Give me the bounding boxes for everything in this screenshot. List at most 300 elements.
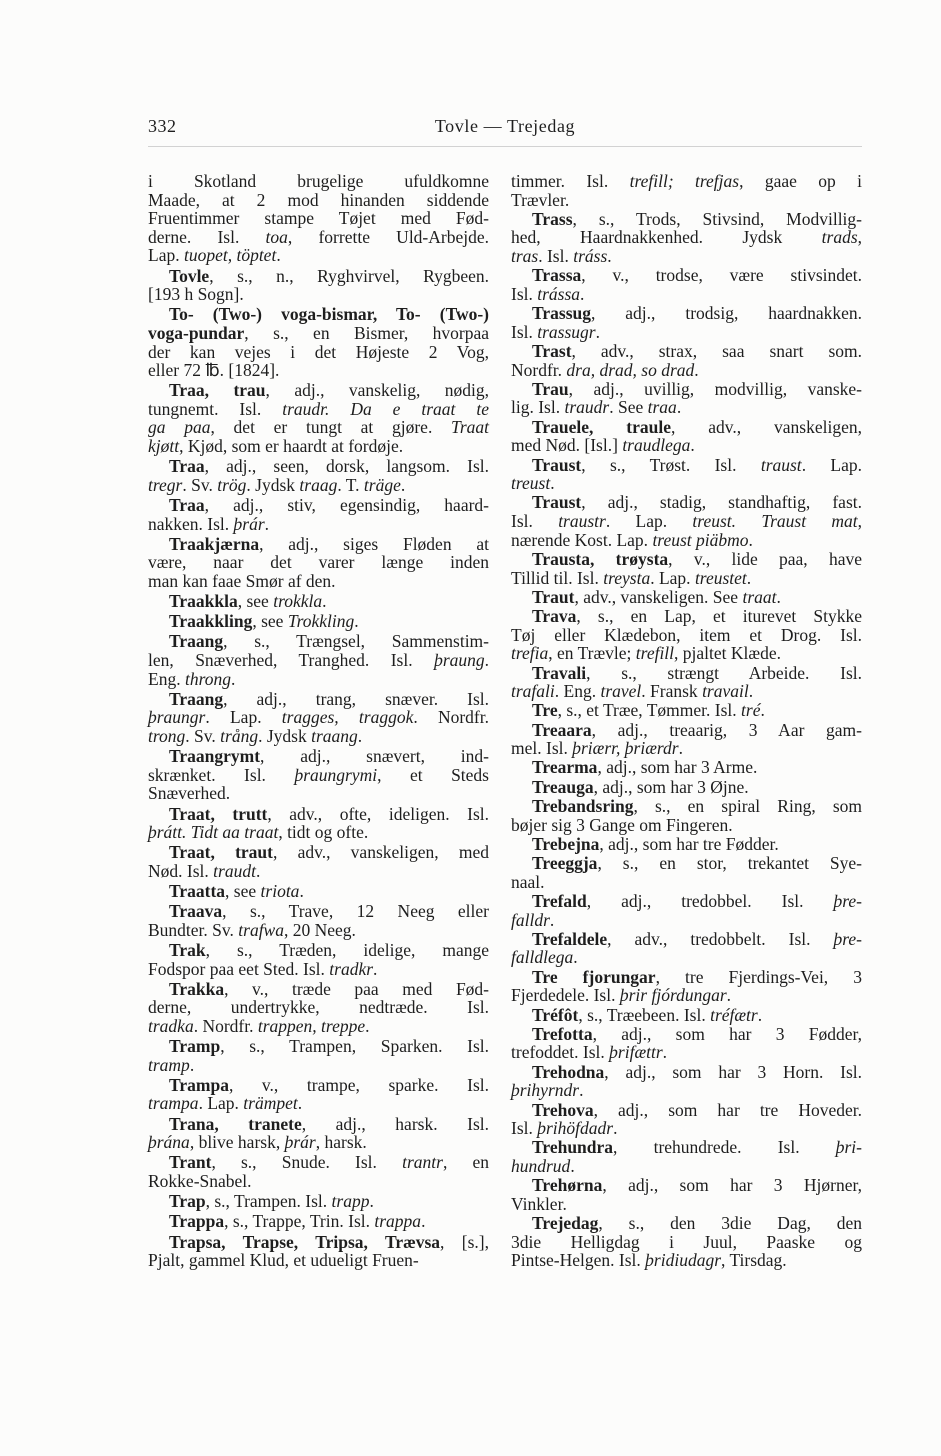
headword: voga-pundar: [148, 322, 245, 343]
entry-text: .: [580, 283, 585, 304]
entry-line: [511, 816, 862, 835]
entry-text: . Sv.: [182, 474, 218, 495]
dictionary-entry: [148, 1115, 489, 1152]
entry-line: [511, 911, 862, 930]
italic-form: treust piäbmo: [652, 529, 749, 550]
entry-line: [148, 843, 489, 862]
entry-text: . Jydsk: [258, 726, 312, 746]
headword: Trejedag: [532, 1213, 599, 1234]
entry-line: [148, 747, 489, 766]
entry-line: [511, 948, 862, 967]
italic-form: trássa: [537, 283, 581, 304]
entry-line: [511, 607, 862, 626]
headword: Trapsa, Trapse, Tripsa, Trævsa: [169, 1231, 441, 1252]
italic-form: trång: [220, 726, 259, 746]
entry-text: , et Steds: [377, 764, 489, 785]
entry-text: , s., et Træe, Tømmer. Isl.: [557, 700, 742, 721]
entry-line: [148, 941, 489, 960]
entry-text: , en: [442, 1152, 489, 1173]
italic-form: triota: [260, 881, 300, 902]
headword: Trehodna: [532, 1061, 605, 1082]
italic-form: traat: [742, 586, 777, 607]
dictionary-entry: [148, 980, 489, 1036]
dictionary-entry: [148, 496, 489, 533]
entry-line: [511, 247, 862, 266]
entry-line: [148, 727, 489, 746]
entry-text: ,: [857, 511, 862, 532]
italic-form: tras: [511, 246, 539, 267]
entry-text: .: [357, 726, 363, 746]
headword: Trau: [532, 378, 569, 399]
dictionary-entry: [511, 607, 862, 663]
entry-line: [511, 835, 862, 854]
entry-line: [511, 682, 862, 701]
entry-text: , det er tungt at gjøre.: [210, 417, 452, 438]
entry-line: [511, 1138, 862, 1157]
entry-text: timmer. Isl.: [511, 171, 630, 191]
entry-line: [148, 1133, 489, 1152]
headword: Trap: [169, 1191, 206, 1212]
entry-text: være, naar det varer længe inden: [148, 552, 489, 573]
headword: Treeggja: [532, 853, 598, 874]
header-rule: [148, 146, 862, 147]
entry-line: [148, 1017, 489, 1036]
entry-line: [511, 626, 862, 645]
entry-line: [148, 612, 489, 631]
entry-line: [511, 380, 862, 399]
entry-text: nakken. Isl.: [148, 513, 234, 534]
entry-text: [193 h Sogn].: [148, 284, 244, 305]
dictionary-entry: [148, 612, 489, 631]
entry-text: .: [255, 860, 261, 881]
entry-text: .: [690, 435, 695, 456]
italic-form: trantr: [402, 1152, 443, 1173]
italic-form: þriærr, þriærdr: [572, 738, 679, 759]
italic-form: falldr: [511, 909, 550, 930]
right-column: [511, 172, 862, 1270]
dictionary-entry: [148, 267, 489, 304]
headword: Trak: [169, 940, 206, 960]
entry-line: [148, 209, 489, 228]
entry-text: .: [573, 947, 578, 968]
entry-text: . Lap.: [605, 511, 693, 532]
entry-line: [148, 1233, 489, 1252]
italic-form: trapp: [331, 1191, 370, 1212]
entry-text: .: [276, 245, 281, 266]
headword: Trana, tranete: [169, 1113, 302, 1134]
entry-text: Isl.: [511, 321, 538, 342]
italic-form: trafali: [511, 681, 555, 702]
entry-text: . Lap.: [650, 567, 695, 588]
entry-line: [511, 1101, 862, 1120]
entry-text: , adj., siges Fløden at: [259, 533, 489, 554]
entry-text: , v., trampe, sparke. Isl.: [228, 1074, 489, 1095]
entry-line: [148, 998, 489, 1017]
entry-line: [511, 436, 862, 455]
entry-line: [511, 361, 862, 380]
entry-text: Eng.: [148, 668, 185, 689]
headword: Traat, traut: [169, 842, 273, 863]
entry-text: , adj., trang, snæver. Isl.: [223, 688, 489, 709]
entry-text: , s., Trampen. Isl.: [205, 1191, 332, 1212]
italic-form: traang: [311, 726, 358, 746]
italic-form: Trokkling: [287, 611, 355, 632]
headword: Trassug: [532, 303, 591, 324]
headword: Tréfôt: [532, 1004, 579, 1025]
entry-text: Nød. Isl.: [148, 860, 214, 881]
entry-text: Lap.: [148, 245, 184, 266]
italic-form: travail: [702, 681, 749, 702]
italic-form: þraungrymi: [294, 764, 378, 785]
headword: To- (Two-) voga-bismar, To- (Two-): [169, 304, 489, 325]
headword: Traatta: [169, 881, 226, 902]
dictionary-entry: [511, 1025, 862, 1062]
headword: Trehova: [532, 1099, 594, 1120]
entry-line: [148, 515, 489, 534]
entry-text: eller 72 ℔. [1824].: [148, 360, 280, 381]
entry-line: [148, 305, 489, 324]
entry-text: . T.: [337, 474, 364, 495]
headword: Tovle: [169, 265, 210, 286]
headword: Traang: [169, 688, 224, 709]
italic-form: trassugr: [537, 321, 596, 342]
entry-text: .: [694, 359, 699, 380]
entry-line: [148, 285, 489, 304]
headword: Traa: [169, 456, 205, 477]
entry-line: [511, 191, 862, 210]
headword: Trausta, trøysta: [532, 548, 669, 569]
italic-form: trampa: [148, 1093, 199, 1114]
entry-line: [511, 758, 862, 777]
entry-line: [148, 882, 489, 901]
italic-form: treysta: [603, 567, 651, 588]
dictionary-entry: [148, 747, 489, 803]
entry-line: [148, 1251, 489, 1270]
italic-form: tradka: [148, 1015, 194, 1036]
entry-text: , s., en Bismer, hvorpaa: [244, 322, 489, 343]
headword: Traust: [532, 454, 582, 475]
entry-text: .: [421, 1211, 426, 1232]
italic-form: þrihyrndr: [511, 1080, 580, 1101]
italic-form: tuopet, töptet: [183, 245, 277, 266]
entry-line: [511, 569, 862, 588]
entry-text: , forrette Uld-Arbejde.: [287, 226, 489, 247]
entry-text: , adj., tredobbel. Isl.: [586, 891, 834, 911]
headword: Traut: [532, 586, 575, 607]
entry-line: [148, 1192, 489, 1211]
entry-line: [148, 1153, 489, 1172]
entry-line: [511, 1176, 862, 1195]
entry-text: Tillid til. Isl.: [511, 567, 604, 588]
headword: Traakkling: [169, 611, 253, 632]
entry-text: .: [662, 1042, 668, 1063]
entry-line: [148, 267, 489, 286]
entry-text: bøjer sig 3 Gange om Fingeren.: [511, 814, 733, 835]
page-header: [148, 114, 862, 138]
entry-line: [148, 553, 489, 572]
entry-line: [511, 701, 862, 720]
italic-form: traudr. Da e traat te: [282, 398, 489, 419]
italic-form: dra, drad, so drad: [566, 359, 695, 380]
dictionary-entry: [148, 1233, 489, 1270]
entry-line: [148, 324, 489, 343]
dictionary-entry: [511, 1063, 862, 1100]
headword: Trast: [532, 341, 572, 362]
dictionary-entry: [511, 1101, 862, 1138]
entry-text: Fruentimmer stampe Tøjet med Fød-: [148, 208, 489, 229]
entry-text: , pjaltet Klæde.: [674, 643, 781, 664]
italic-form: tréfætr: [710, 1004, 758, 1025]
entry-line: [148, 862, 489, 881]
entry-line: [148, 437, 489, 456]
italic-form: falldlega: [511, 947, 574, 968]
dictionary-entry: [511, 588, 862, 607]
italic-form: traustr: [558, 511, 606, 532]
headword: Trappa: [169, 1211, 225, 1232]
headword: Traakkla: [169, 591, 238, 612]
entry-text: .: [189, 1054, 195, 1075]
entry-line: [148, 902, 489, 921]
entry-text: , harsk.: [315, 1132, 367, 1153]
entry-text: Trævler.: [511, 189, 570, 210]
headword: Trehørna: [532, 1175, 603, 1196]
dictionary-entry: [148, 535, 489, 591]
entry-text: , adj., som har tre Fødder.: [599, 833, 779, 854]
entry-line: [511, 512, 862, 531]
entry-text: .: [579, 1080, 584, 1101]
dictionary-entry: [511, 1176, 862, 1213]
entry-line: [511, 873, 862, 892]
dictionary-entry: [148, 1212, 489, 1231]
entry-line: [148, 592, 489, 611]
entry-text: .: [607, 246, 612, 267]
entry-text: , adj., harsk. Isl.: [301, 1113, 489, 1134]
dictionary-entry: [148, 882, 489, 901]
entry-text: . Nordfr.: [193, 1015, 258, 1036]
italic-form: trokkla: [273, 591, 323, 612]
headword: Travali: [532, 662, 587, 683]
entry-text: . Lap.: [198, 1093, 244, 1114]
entry-text: , adj., snævert, ind-: [260, 746, 489, 767]
entry-text: .: [264, 513, 270, 534]
entry-line: [511, 1081, 862, 1100]
entry-text: , s., Træebeen. Isl.: [578, 1004, 711, 1025]
dictionary-entry: [511, 172, 862, 209]
entry-text: .: [484, 650, 489, 671]
dictionary-entry: [511, 266, 862, 303]
dictionary-entry: [511, 456, 862, 493]
entry-line: [148, 535, 489, 554]
dictionary-entry: [511, 380, 862, 417]
entry-line: [511, 474, 862, 493]
entry-text: , s., Trave, 12 Neeg eller: [222, 901, 489, 922]
dictionary-entry: [511, 493, 862, 549]
entry-line: [511, 739, 862, 758]
entry-text: .: [230, 668, 236, 689]
headword: Treauga: [532, 776, 594, 797]
italic-form: traudlega: [622, 435, 691, 456]
headword: Trebejna: [532, 833, 600, 854]
entry-text: . Sv.: [185, 726, 221, 746]
entry-text: , adj., stadig, standhaftig, fast.: [581, 492, 862, 513]
entry-text: .: [746, 567, 752, 588]
entry-text: , see: [252, 611, 288, 632]
entry-text: i Skotland brugelige ufuldkomne: [148, 171, 489, 191]
entry-text: , adv., vanskeligen,: [671, 416, 862, 437]
headword: Trauele, traule: [532, 416, 671, 437]
dictionary-entry: [148, 632, 489, 688]
entry-text: Nordfr.: [511, 359, 567, 380]
dictionary-entry: [511, 835, 862, 854]
entry-line: [148, 1212, 489, 1231]
headword: Traa: [169, 494, 205, 515]
headword: Traa, trau: [169, 380, 266, 401]
entry-text: len, Snæverhed, Tranghed. Isl.: [148, 650, 435, 671]
entry-text: , adv., vanskeligen. See: [574, 586, 743, 607]
entry-text: , s., n., Ryghvirvel, Rygbeen.: [209, 265, 489, 286]
entry-text: Fjerdedele. Isl.: [511, 985, 620, 1006]
dictionary-entry: [148, 690, 489, 746]
headword: Traava: [169, 901, 223, 922]
dictionary-entry: [511, 1006, 862, 1025]
italic-form: tré: [741, 700, 761, 721]
entry-line: [511, 531, 862, 550]
italic-form: tramp: [148, 1054, 190, 1075]
entry-text: , s., Snude. Isl.: [211, 1152, 403, 1173]
entry-line: [148, 246, 489, 265]
italic-form: trämpet: [243, 1093, 298, 1114]
entry-text: , trehundrede. Isl.: [613, 1137, 836, 1158]
entry-text: trefoddet. Isl.: [511, 1042, 610, 1063]
entry-text: , adj., som har tre Hoveder.: [593, 1099, 862, 1120]
entry-text: , adj., trodsig, haardnakken.: [591, 303, 862, 324]
entry-text: Pintse-Helgen. Isl.: [511, 1250, 646, 1271]
entry-line: [148, 766, 489, 785]
entry-text: , v., lide paa, have: [668, 548, 862, 569]
italic-form: kjøtt: [148, 436, 180, 457]
entry-line: [511, 1251, 862, 1270]
italic-form: trefill; trefjas: [629, 171, 740, 191]
entry-text: , adv., tredobbelt. Isl.: [607, 928, 834, 949]
entry-line: [148, 191, 489, 210]
italic-form: tradkr: [329, 958, 374, 979]
entry-line: [511, 1233, 862, 1252]
entry-text: . Lap.: [801, 454, 862, 475]
italic-form: þri-: [835, 1137, 862, 1158]
entry-text: . Fransk: [641, 681, 703, 702]
dictionary-entry: [148, 1076, 489, 1113]
entry-text: , tre Fjerdings-Vei, 3: [655, 966, 863, 987]
entry-line: [511, 456, 862, 475]
entry-line: [511, 778, 862, 797]
entry-text: , v., træde paa med Fød-: [224, 978, 489, 999]
italic-form: þre-: [833, 928, 862, 949]
entry-text: , s., en stor, trekantet Sye-: [597, 853, 862, 874]
entry-line: [511, 721, 862, 740]
italic-form: þrátt. Tidt aa traat: [148, 822, 279, 843]
dictionary-entry: [511, 1138, 862, 1175]
entry-line: [148, 980, 489, 999]
entry-line: [511, 398, 862, 417]
entry-text: . Isl.: [538, 246, 574, 267]
entry-text: Pjalt, gammel Klud, et udueligt Fruen-: [148, 1250, 419, 1271]
entry-line: [148, 632, 489, 651]
entry-text: Bundter. Sv.: [148, 919, 239, 940]
italic-form: treust. Traust mat: [692, 511, 858, 532]
italic-form: trafwa: [238, 919, 284, 940]
entry-text: derne, undertrykke, nedtræde. Isl.: [148, 997, 489, 1018]
entry-line: [511, 550, 862, 569]
entry-text: .: [550, 473, 555, 494]
dictionary-entry: [511, 664, 862, 701]
entry-line: [148, 921, 489, 940]
entry-text: .: [297, 1093, 303, 1114]
entry-text: .: [613, 1118, 618, 1139]
entry-line: [148, 1037, 489, 1056]
entry-text: . Jydsk: [246, 474, 300, 495]
headword: Tre fjorungar: [532, 966, 656, 987]
entry-line: [148, 1076, 489, 1095]
italic-form: trefia: [511, 643, 549, 664]
entry-line: [148, 651, 489, 670]
entry-text: tungnemt. Isl.: [148, 398, 283, 419]
italic-form: trefill: [635, 643, 675, 664]
entry-line: [511, 664, 862, 683]
italic-form: träge: [363, 474, 401, 495]
entry-text: Isl.: [511, 283, 538, 304]
entry-line: [148, 1056, 489, 1075]
entry-line: [511, 1119, 862, 1138]
entry-line: [148, 496, 489, 515]
entry-line: [148, 1094, 489, 1113]
entry-text: .: [354, 611, 359, 632]
italic-form: þrihöfdadr: [537, 1118, 614, 1139]
entry-line: [511, 493, 862, 512]
dictionary-entry: [511, 797, 862, 834]
italic-form: þre-: [833, 891, 862, 911]
dictionary-entry: [511, 550, 862, 587]
entry-line: [148, 572, 489, 591]
entry-line: [511, 418, 862, 437]
entry-text: .: [726, 985, 732, 1006]
entry-text: , adj., vanskelig, nødig,: [265, 380, 490, 401]
entry-text: , blive harsk,: [189, 1132, 285, 1153]
entry-text: lig. Isl.: [511, 397, 565, 418]
italic-form: Traat: [451, 417, 489, 438]
italic-form: tregr: [148, 474, 183, 495]
entry-text: .: [595, 321, 600, 342]
entry-text: , v., trodse, være stivsindet.: [581, 265, 862, 286]
entry-text: Isl.: [511, 1118, 538, 1139]
entry-text: 3die Helligdag i Juul, Paaske og: [511, 1231, 862, 1252]
entry-line: [148, 690, 489, 709]
italic-form: traa: [647, 397, 677, 418]
entry-text: , s., Trængsel, Sammenstim-: [223, 631, 489, 652]
entry-line: [148, 172, 489, 191]
dictionary-entry: [148, 1192, 489, 1211]
entry-text: , see: [237, 591, 274, 612]
entry-text: , tidt og ofte.: [278, 822, 369, 843]
entry-text: , adj., som har 3 Øjne.: [593, 776, 749, 797]
entry-text: Vinkler.: [511, 1193, 567, 1214]
entry-text: , adv., strax, saa snart som.: [571, 341, 862, 362]
entry-line: [511, 323, 862, 342]
entry-text: Tøj eller Klædebon, item et Drog. Isl.: [511, 624, 862, 645]
entry-text: , s., den 3die Dag, den: [598, 1213, 862, 1234]
dictionary-entry: [511, 968, 862, 1005]
entry-line: [511, 172, 862, 191]
entry-text: .: [748, 681, 754, 702]
